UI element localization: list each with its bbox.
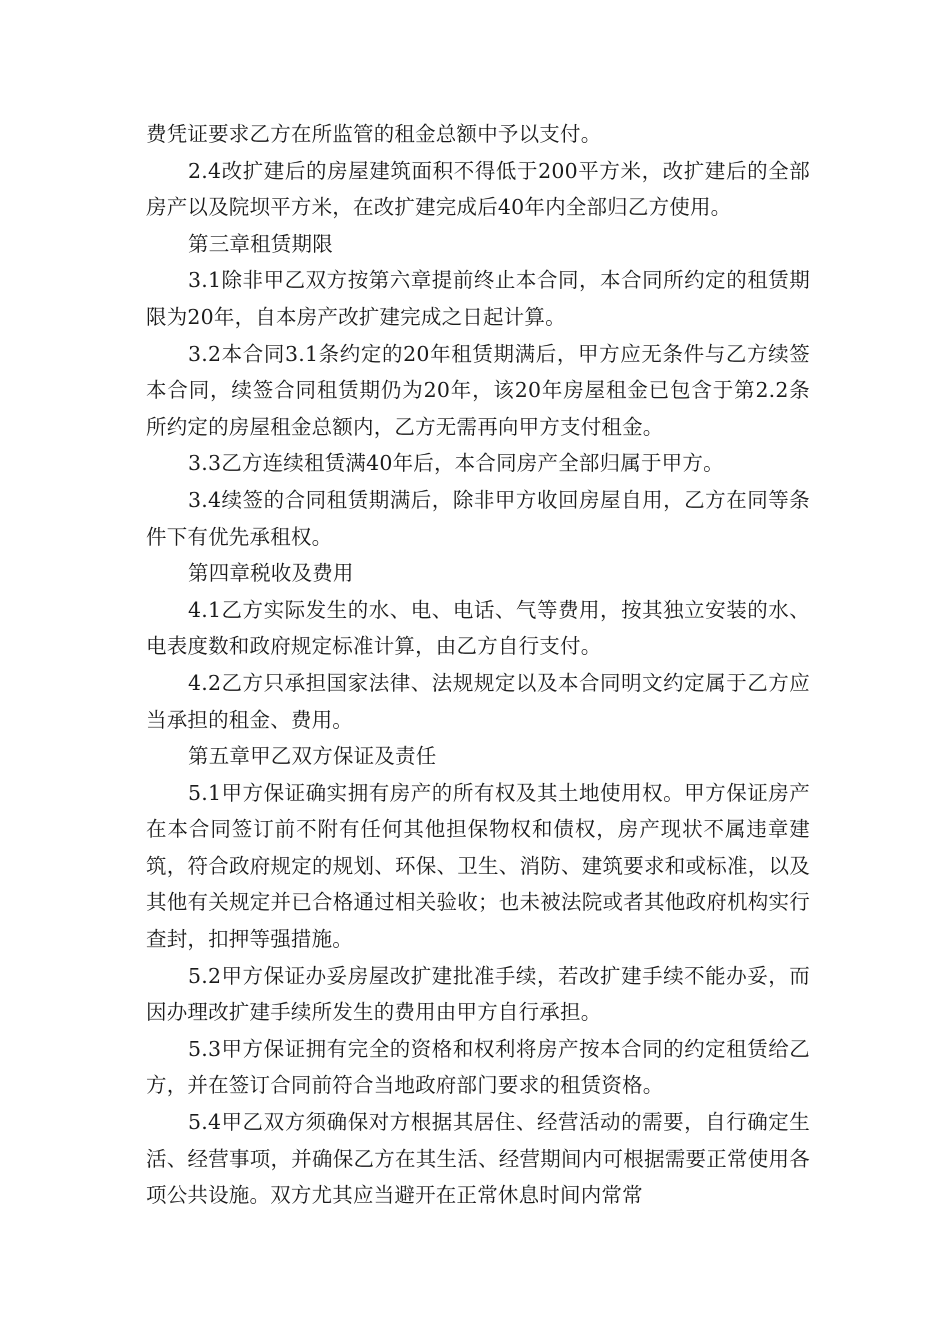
clause-5-4: 5.4甲乙双方须确保对方根据其居住、经营活动的需要，自行确定生活、经营事项，并确保乙方在其生活、经营期间内可根据需要正常使用各项公共设施。双方尤其应当避开在正常休息时间内常常: [146, 1110, 810, 1208]
clause-3-4: 3.4续签的合同租赁期满后，除非甲方收回房屋自用，乙方在同等条件下有优先承租权。: [146, 487, 810, 549]
clause-3-1: 3.1除非甲乙双方按第六章提前终止本合同，本合同所约定的租赁期限为20年，自本房产改扩建完成之日起计算。: [146, 268, 810, 329]
clause-5-1: 5.1甲方保证确实拥有房产的所有权及其土地使用权。甲方保证房产在本合同签订前不附有任何其他担保物权和债权，房产现状不属违章建筑，符合政府规定的规划、环保、卫生、消防、建筑要求和或标准，以及其他有关规定并已合格通过相关验收；也未被法院或者其他政府机构实行查封，扣押等强措施。: [146, 780, 810, 952]
document-body: [146, 116, 810, 1214]
clause-5-3: 5.3甲方保证拥有完全的资格和权利将房产按本合同的约定租赁给乙方，并在签订合同前符合当地政府部门要求的租赁资格。: [146, 1036, 810, 1098]
chapter-5-heading: 第五章甲乙双方保证及责任: [188, 744, 437, 769]
clause-2-4: 2.4改扩建后的房屋建筑面积不得低于200平方米，改扩建后的全部房产以及院坝平方米，在改扩建完成后40年内全部归乙方使用。: [146, 158, 810, 220]
clause-4-1: 4.1乙方实际发生的水、电、电话、气等费用，按其独立安装的水、电表度数和政府规定标准计算，由乙方自行支付。: [146, 597, 810, 659]
clause-3-2: 3.2本合同3.1条约定的20年租赁期满后，甲方应无条件与乙方续签本合同，续签合同租赁期仍为20年，该20年房屋租金已包含于第2.2条所约定的房屋租金总额内，乙方无需再向甲方支付租金。: [146, 341, 810, 439]
paragraph-continuation: 费凭证要求乙方在所监管的租金总额中予以支付。: [146, 122, 602, 146]
clause-3-3: 3.3乙方连续租赁满40年后，本合同房产全部归属于甲方。: [188, 451, 724, 476]
clause-4-2: 4.2乙方只承担国家法律、法规规定以及本合同明文约定属于乙方应当承担的租金、费用。: [146, 670, 810, 732]
clause-5-2: 5.2甲方保证办妥房屋改扩建批准手续，若改扩建手续不能办妥，而因办理改扩建手续所发生的费用由甲方自行承担。: [146, 963, 810, 1025]
chapter-4-heading: 第四章税收及费用: [188, 561, 354, 586]
chapter-3-heading: 第三章租赁期限: [188, 231, 333, 256]
